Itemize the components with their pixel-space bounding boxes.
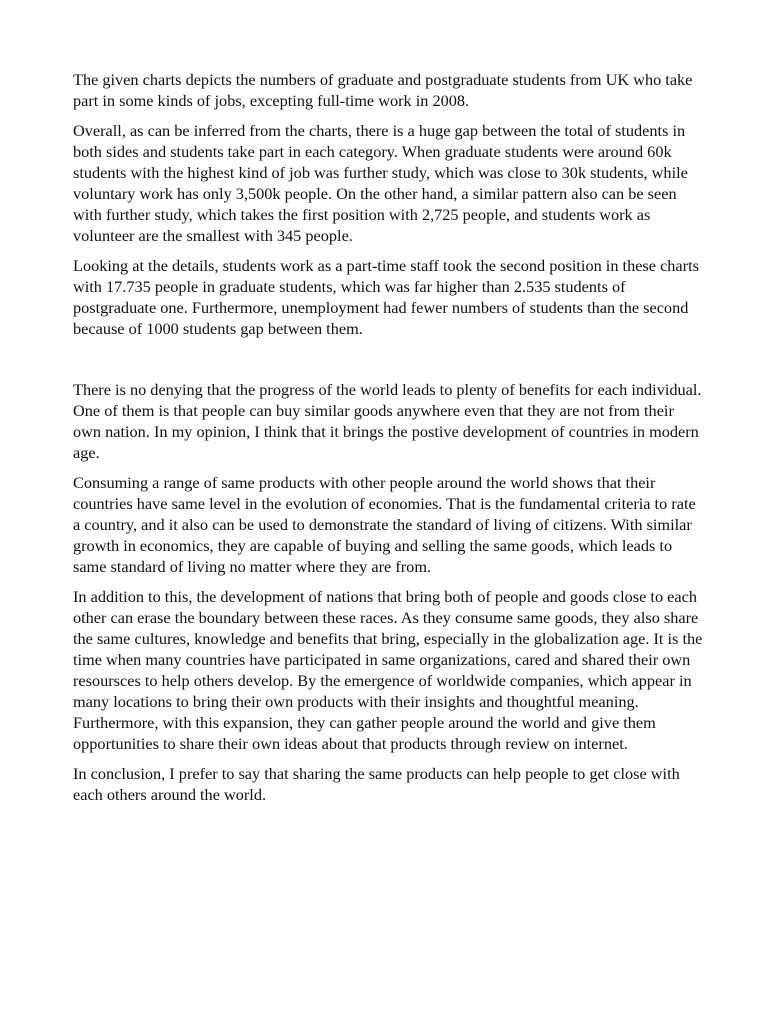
essay-opinion <box>73 379 703 805</box>
essay1-paragraph-details: Looking at the details, students work as a part-time staff took the second position in these charts with 17.735 people in graduate students, which was far higher than 2.535 students of postgraduate one. Furthermore, unemployment had fewer numbers of students than the second because of 1000 students gap between them. <box>73 256 699 338</box>
essay2-paragraph-intro: There is no denying that the progress of the world leads to plenty of benefits for each individual. One of them is that people can buy similar goods anywhere even that they are not from their own nation. In my opinion, I think that it brings the postive development of countries in modern age. <box>73 380 702 462</box>
essay2-paragraph-body-1: Consuming a range of same products with other people around the world shows that their countries have same level in the evolution of economies. That is the fundamental criteria to rate a country, and it also can be used to demonstrate the standard of living of citizens. With similar growth in economics, they are capable of buying and selling the same goods, which leads to same standard of living no matter where they are from. <box>73 473 696 576</box>
essay-chart-description <box>73 69 703 339</box>
essay1-paragraph-overview: Overall, as can be inferred from the charts, there is a huge gap between the total of students in both sides and students take part in each category. When graduate students were around 60k students with the highest kind of job was further study, which was close to 30k students, while voluntary work has only 3,500k people. On the other hand, a similar pattern also can be seen with further study, which takes the first position with 2,725 people, and students work as volunteer are the smallest with 345 people. <box>73 121 688 245</box>
essay2-paragraph-body-2: In addition to this, the development of nations that bring both of people and goods close to each other can erase the boundary between these races. As they consume same goods, they also share the same cultures, knowledge and benefits that bring, especially in the globalization age. It is the time when many countries have participated in same organizations, cared and shared their own resoursces to help others develop. By the emergence of worldwide companies, which appear in many locations to bring their own products with their insights and thoughtful meaning. Furthermore, with this expansion, they can gather people around the world and give them opportunities to share their own ideas about that products through review on internet. <box>73 587 703 753</box>
essay2-paragraph-conclusion: In conclusion, I prefer to say that sharing the same products can help people to get close with each others around the world. <box>73 764 680 804</box>
essay-separator <box>73 348 703 379</box>
document-body <box>73 69 703 814</box>
essay1-paragraph-intro: The given charts depicts the numbers of graduate and postgraduate students from UK who take part in some kinds of jobs, excepting full-time work in 2008. <box>73 70 693 110</box>
